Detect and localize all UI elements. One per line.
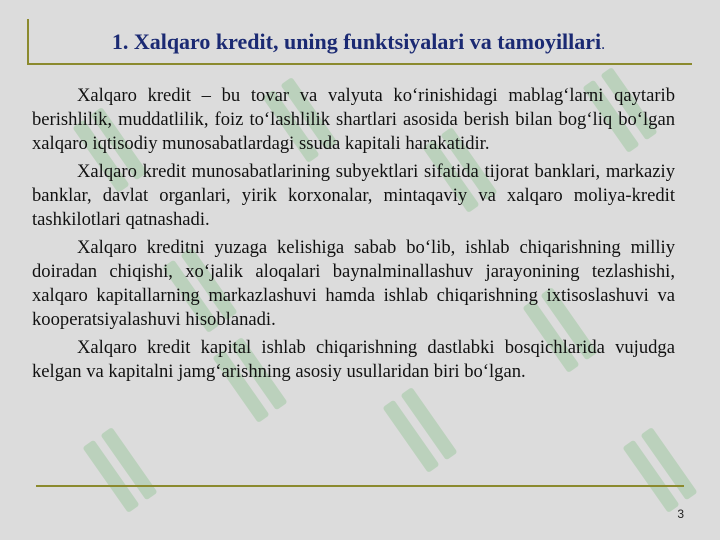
paragraph-4: Xalqaro kredit kapital ishlab chiqarishning dastlabki bosqichlarida vujudga kelgan va kapitalni jamgʻarishning asosiy usullaridan biri boʻlgan. xyxy=(32,337,675,382)
paragraph-1: Xalqaro kredit – bu tovar va valyuta koʻrinishidagi mablagʻlarni qaytarib berishlilik, muddatlilik, foiz toʻlashlilik shartlari asosida berish bilan bogʻliq boʻlgan xalqaro iqtisodiy munosabatlardagi ssuda kapitali harakatidir. xyxy=(32,85,675,154)
paragraph-3: Xalqaro kreditni yuzaga kelishiga sabab boʻlib, ishlab chiqarishning milliy doiradan chiqishi, xoʻjalik aloqalari baynalminallashuv jarayonining tezlashishi, xalqaro kapitallarning markazlashuvi hamda ishlab chiqarishning ixtisoslashuvi va kooperatsiyalashuvi hisoblanadi. xyxy=(32,237,675,330)
slide-title: 1. Xalqaro kredit, uning funktsiyalari va tamoyillari xyxy=(111,29,602,54)
page-number: 3 xyxy=(677,507,684,521)
footer-divider xyxy=(36,485,684,487)
slide-title-container xyxy=(27,29,690,55)
paragraph-2: Xalqaro kredit munosabatlarining subyektlari sifatida tijorat banklari, markaziy banklar, davlat organlari, yirik korxonalar, mintaqaviy va xalqaro moliya-kredit tashkilotlari qatnashadi. xyxy=(32,161,675,230)
slide-body xyxy=(32,84,675,388)
slide-title-suffix: . xyxy=(601,36,606,53)
